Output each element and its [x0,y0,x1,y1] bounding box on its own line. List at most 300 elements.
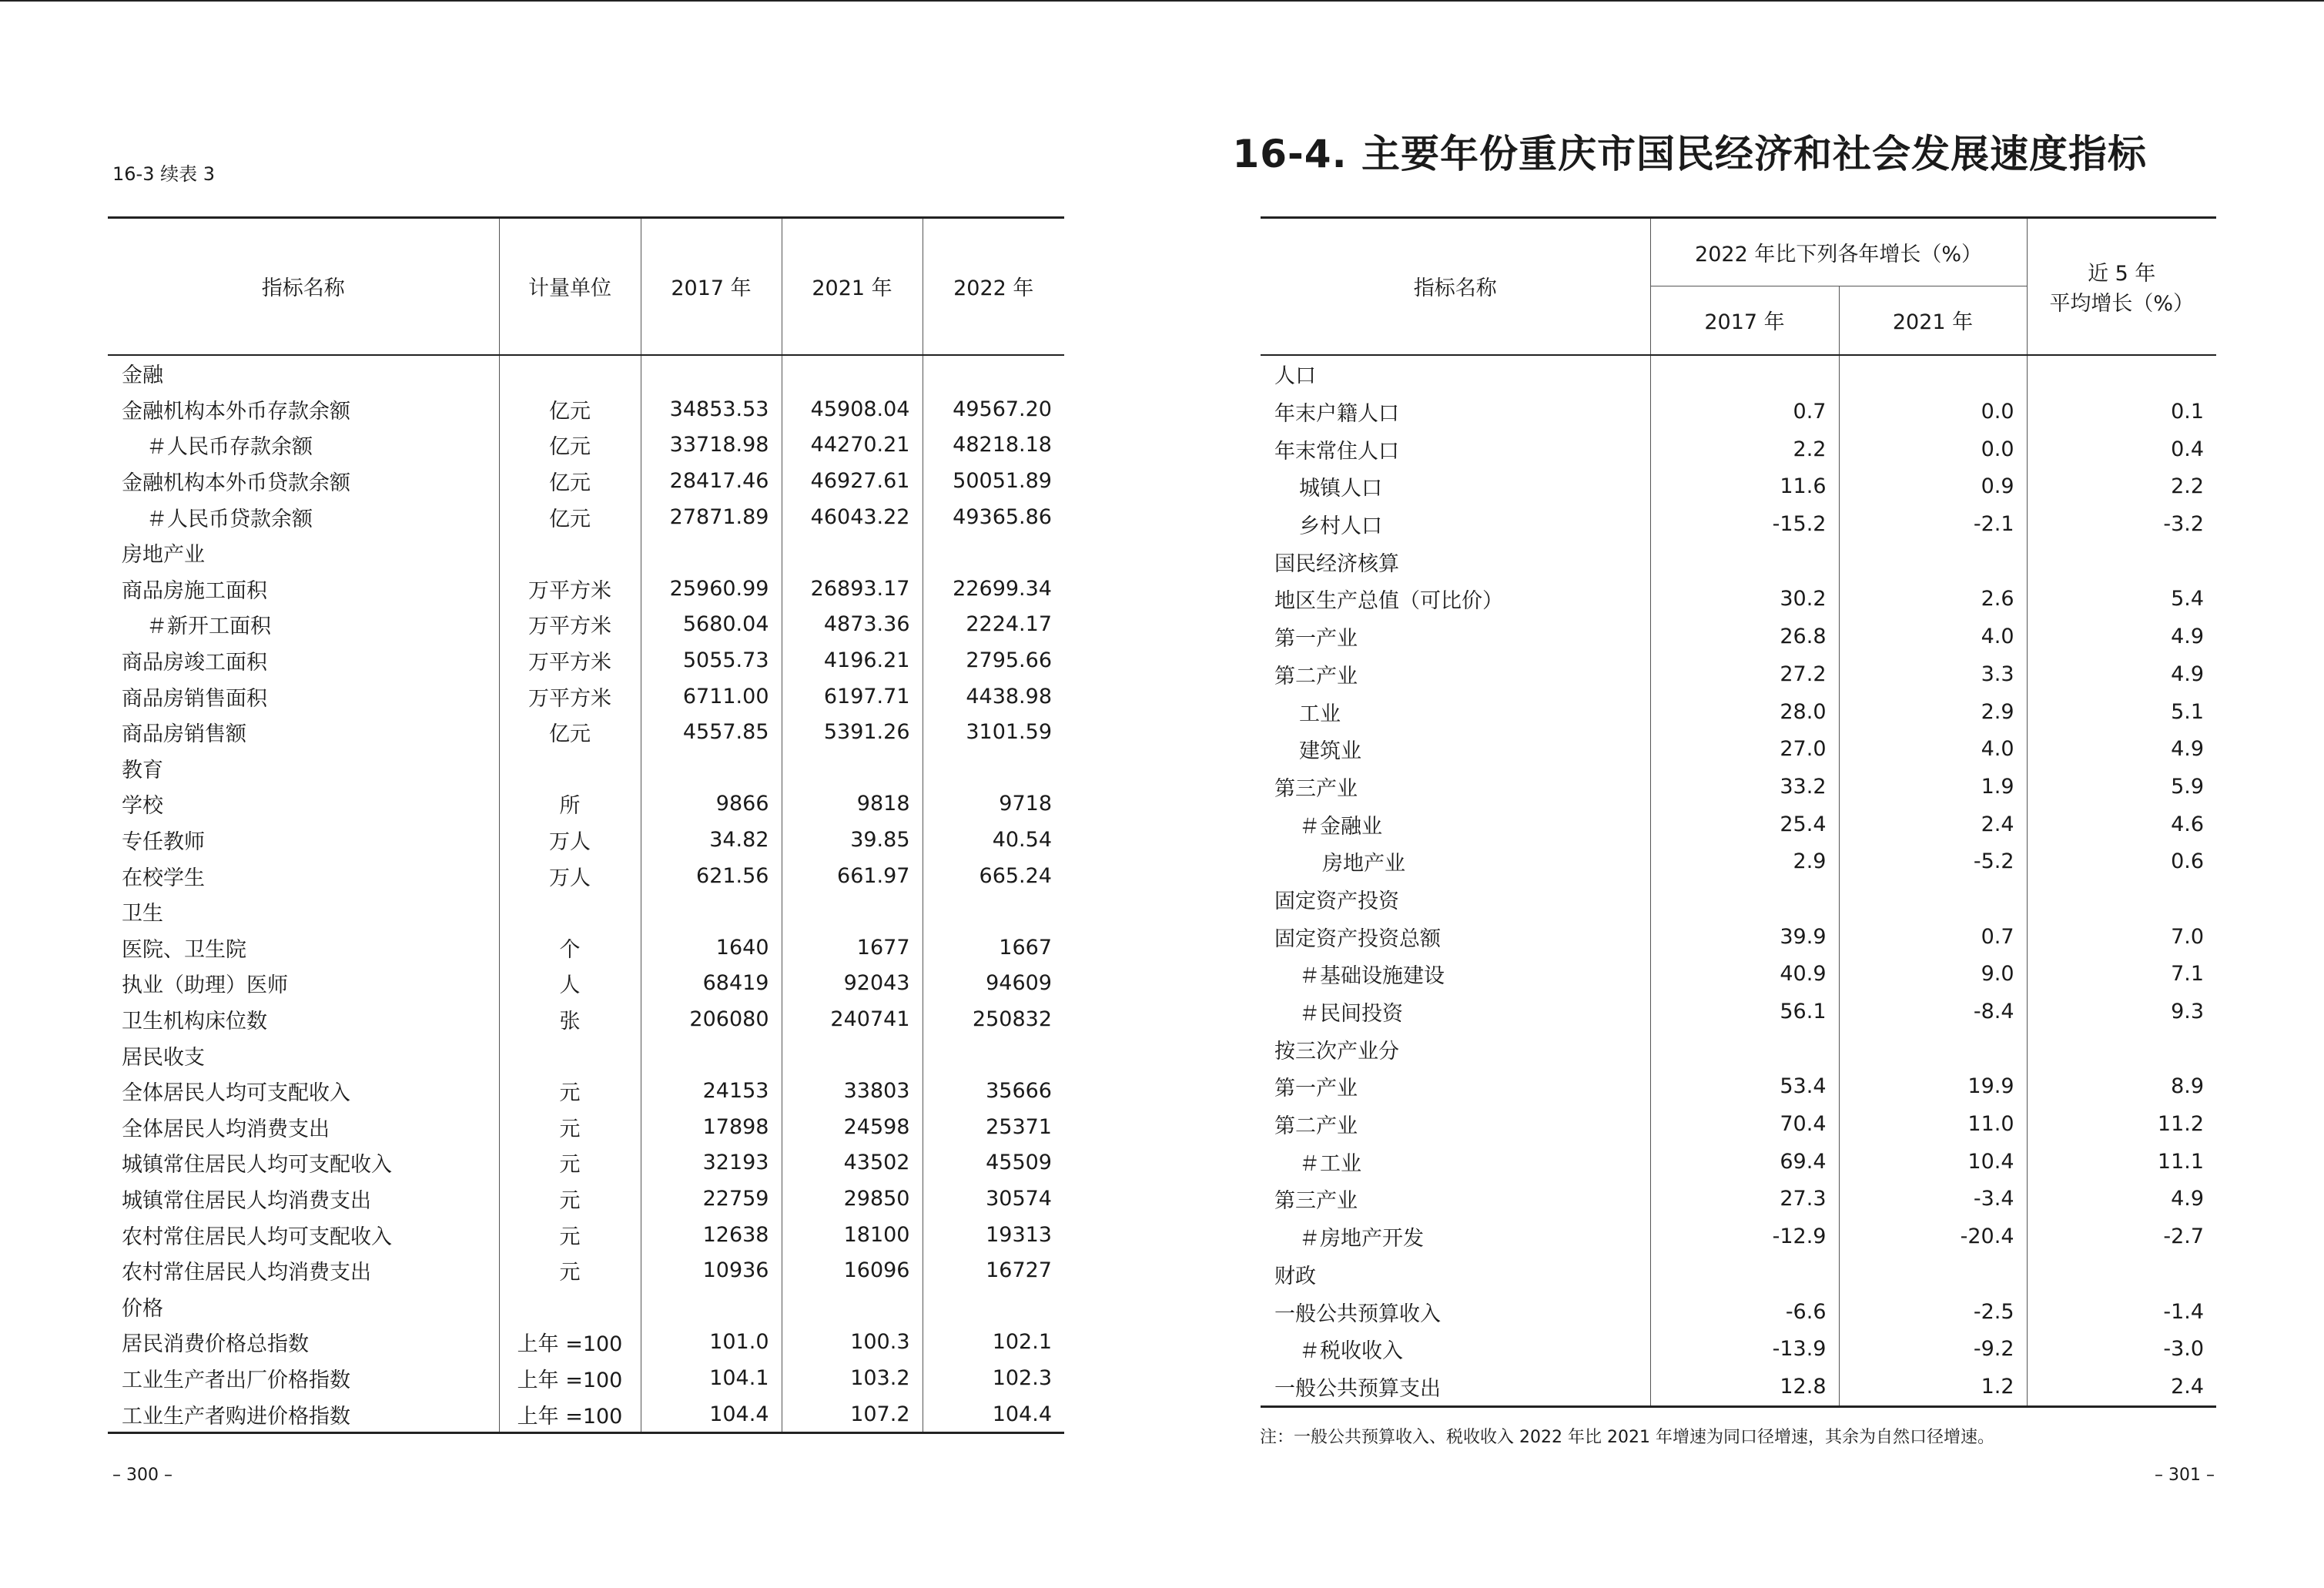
value-2021-cell: 39.85 [782,822,923,858]
value-2022-cell: 104.4 [923,1396,1064,1433]
table-row [108,858,1064,894]
growth-vs-2017-cell: 30.2 [1650,581,1839,618]
value-2022-cell: 35666 [923,1073,1064,1109]
table-row [108,1360,1064,1396]
table-row [1261,918,2216,956]
indicator-name-cell: 在校学生 [122,866,205,890]
growth-vs-2021-cell: 11.0 [1839,1105,2027,1143]
table-row [1261,505,2216,543]
table-row [108,1001,1064,1037]
unit-cell: 亿元 [499,391,641,427]
five-year-average-cell [2027,355,2216,394]
value-2017-cell [641,893,782,930]
indicator-name-cell: 商品房销售面积 [122,686,267,711]
page-top-rule [0,0,2324,2]
value-2017-cell: 68419 [641,966,782,1002]
value-2021-cell: 46927.61 [782,463,923,499]
unit-cell: 亿元 [499,714,641,750]
five-year-average-cell: 8.9 [2027,1068,2216,1106]
value-2017-cell [641,750,782,786]
growth-vs-2021-cell: -2.5 [1839,1293,2027,1331]
value-2022-cell [923,355,1064,392]
unit-cell [499,534,641,571]
unit-cell: 万平方米 [499,571,641,607]
indicator-name-cell: 第一产业 [1274,627,1358,652]
indicator-name-cell: 农村常住居民人均消费支出 [122,1261,371,1285]
growth-vs-2021-cell: 0.9 [1839,468,2027,506]
unit-cell: 元 [499,1217,641,1253]
value-2017-cell: 24153 [641,1073,782,1109]
five-year-average-cell: 7.0 [2027,918,2216,956]
value-2017-cell: 1640 [641,930,782,966]
growth-vs-2021-cell: 9.0 [1839,956,2027,993]
value-2017-cell: 9866 [641,786,782,822]
table-row [1261,1143,2216,1181]
table-row [108,642,1064,678]
five-year-average-cell: -1.4 [2027,1293,2216,1331]
five-year-average-cell: 4.9 [2027,1181,2216,1218]
five-year-average-cell: -2.7 [2027,1218,2216,1255]
growth-vs-2021-cell: 0.7 [1839,918,2027,956]
indicator-name-cell: 价格 [122,1296,163,1321]
value-2017-cell: 4557.85 [641,714,782,750]
indicator-name-cell: 建筑业 [1299,739,1361,764]
growth-vs-2021-cell: -20.4 [1839,1218,2027,1255]
header-year-2021: 2021 年 [1839,286,2027,355]
table-row [108,355,1064,392]
table-row [108,1073,1064,1109]
indicator-name-cell: 按三次产业分 [1274,1039,1399,1064]
five-year-average-cell: 0.4 [2027,431,2216,468]
table-row [1261,1105,2216,1143]
table-row [108,1325,1064,1361]
growth-vs-2021-cell: -3.4 [1839,1181,2027,1218]
table-row [108,678,1064,715]
indicator-name-cell: 房地产业 [1322,852,1405,876]
indicator-name-cell: 工业生产者购进价格指数 [108,1396,499,1433]
unit-cell [499,1288,641,1325]
table-row [108,1252,1064,1288]
indicator-name-cell: 乡村人口 [1299,514,1382,539]
value-2022-cell [923,893,1064,930]
growth-vs-2021-cell: 2.6 [1839,581,2027,618]
indicator-name-cell: ＃新开工面积 [146,615,271,639]
indicator-name-cell: 教育 [122,758,163,782]
indicator-name-cell: 工业生产者出厂价格指数 [122,1368,350,1392]
unit-cell: 亿元 [499,499,641,535]
growth-vs-2017-cell [1650,1255,1839,1293]
value-2017-cell: 10936 [641,1252,782,1288]
value-2022-cell: 9718 [923,786,1064,822]
value-2017-cell [641,1288,782,1325]
value-2021-cell: 240741 [782,1001,923,1037]
growth-vs-2017-cell: 69.4 [1650,1143,1839,1181]
five-year-average-cell: 0.1 [2027,393,2216,431]
growth-vs-2017-cell [1650,355,1839,394]
indicator-name-cell: 商品房竣工面积 [122,651,267,675]
unit-cell [499,1037,641,1074]
indicator-name-cell: 房地产业 [122,543,205,568]
table-row [1261,768,2216,806]
value-2021-cell [782,750,923,786]
growth-vs-2021-cell: -2.1 [1839,505,2027,543]
five-year-average-cell: 5.9 [2027,768,2216,806]
indicator-name-cell: 一般公共预算收入 [1274,1302,1441,1326]
table-row [1261,956,2216,993]
value-2022-cell: 49365.86 [923,499,1064,535]
value-2022-cell: 49567.20 [923,391,1064,427]
unit-cell: 张 [499,1001,641,1037]
value-2021-cell: 4873.36 [782,607,923,643]
table-row [108,1217,1064,1253]
value-2021-cell: 100.3 [782,1325,923,1361]
table-row [108,1037,1064,1074]
growth-vs-2017-cell: 40.9 [1650,956,1839,993]
growth-vs-2021-cell [1839,1030,2027,1068]
value-2017-cell [641,1037,782,1074]
growth-vs-2021-cell: 1.9 [1839,768,2027,806]
table-row [1261,693,2216,731]
page-number-right: – 301 – [2155,1466,2215,1485]
indicator-name-cell: 医院、卫生院 [122,937,246,962]
value-2022-cell: 665.24 [923,858,1064,894]
value-2021-cell: 24598 [782,1109,923,1145]
value-2017-cell [641,355,782,392]
table-row [1261,1368,2216,1406]
growth-vs-2017-cell: 0.7 [1650,393,1839,431]
indicator-name-cell: 金融机构本外币贷款余额 [122,471,350,496]
value-2017-cell: 6711.00 [641,678,782,715]
table-row [1261,730,2216,768]
value-2022-cell: 40.54 [923,822,1064,858]
five-year-average-cell: 4.9 [2027,618,2216,655]
five-year-average-cell [2027,1030,2216,1068]
indicator-name-cell: 金融 [122,363,163,388]
table-caption: 16-3 续表 3 [112,163,215,185]
growth-vs-2017-cell: 28.0 [1650,693,1839,731]
table-row [1261,355,2216,394]
table-row [1261,806,2216,843]
growth-vs-2021-cell [1839,355,2027,394]
value-2022-cell: 2224.17 [923,607,1064,643]
value-2022-cell: 19313 [923,1217,1064,1253]
table-row [1261,618,2216,655]
unit-cell: 元 [499,1109,641,1145]
indicator-name-cell: 国民经济核算 [1274,551,1399,576]
indicator-name-cell: 固定资产投资 [1274,889,1399,913]
value-2021-cell: 16096 [782,1252,923,1288]
table-row [1261,468,2216,506]
indicator-name-cell: 专任教师 [122,830,205,855]
value-2021-cell: 107.2 [782,1396,923,1433]
growth-vs-2017-cell: 12.8 [1650,1368,1839,1406]
header-indicator-name: 指标名称 [1261,218,1650,355]
table-row [1261,1218,2216,1255]
value-2017-cell: 5680.04 [641,607,782,643]
unit-cell: 万平方米 [499,678,641,715]
value-2021-cell: 45908.04 [782,391,923,427]
table-row [108,1145,1064,1181]
growth-vs-2021-cell: 4.0 [1839,730,2027,768]
value-2022-cell: 102.1 [923,1325,1064,1361]
five-year-average-cell: 7.1 [2027,956,2216,993]
value-2017-cell: 28417.46 [641,463,782,499]
table-row [1261,880,2216,918]
growth-vs-2017-cell: 33.2 [1650,768,1839,806]
value-2017-cell: 104.4 [641,1396,782,1433]
unit-cell: 元 [499,1181,641,1217]
value-2017-cell: 34.82 [641,822,782,858]
growth-vs-2021-cell: -8.4 [1839,993,2027,1030]
value-2021-cell: 33803 [782,1073,923,1109]
value-2021-cell: 43502 [782,1145,923,1181]
value-2021-cell: 103.2 [782,1360,923,1396]
table-row [1261,1068,2216,1106]
value-2021-cell: 29850 [782,1181,923,1217]
table-row [108,391,1064,427]
indicator-name-cell: 年末户籍人口 [1274,402,1399,427]
page-number-left: – 300 – [112,1466,172,1485]
value-2021-cell: 26893.17 [782,571,923,607]
indicator-name-cell: 居民消费价格总指数 [122,1332,309,1357]
unit-cell: 亿元 [499,463,641,499]
indicator-name-cell: 年末常住人口 [1274,439,1399,464]
value-2017-cell: 22759 [641,1181,782,1217]
value-2017-cell [641,534,782,571]
value-2021-cell: 1677 [782,930,923,966]
header-unit: 计量单位 [499,218,641,355]
growth-vs-2017-cell: 2.2 [1650,431,1839,468]
value-2022-cell [923,534,1064,571]
indicator-name-cell: 第三产业 [1274,776,1358,801]
value-2022-cell: 4438.98 [923,678,1064,715]
value-2021-cell [782,1288,923,1325]
value-2021-cell: 46043.22 [782,499,923,535]
indicator-name-cell: 卫生机构床位数 [122,1009,267,1034]
value-2022-cell: 22699.34 [923,571,1064,607]
unit-cell: 所 [499,786,641,822]
five-year-average-cell: 0.6 [2027,843,2216,880]
table-row [1261,543,2216,581]
indicator-name-cell: 执业（助理）医师 [122,973,288,998]
indicator-name-cell: 农村常住居民人均可支配收入 [122,1225,392,1249]
value-2022-cell [923,1037,1064,1074]
value-2022-cell: 50051.89 [923,463,1064,499]
footnote: 注：一般公共预算收入、税收收入 2022 年比 2021 年增速为同口径增速，其余为自然口径增速。 [1260,1428,1994,1447]
table-row [1261,1181,2216,1218]
table-row [1261,1255,2216,1293]
header-year-2017: 2017 年 [1650,286,1839,355]
growth-vs-2017-cell: 27.3 [1650,1181,1839,1218]
header-year-2017: 2017 年 [641,218,782,355]
unit-cell: 上年 =100 [499,1396,641,1433]
five-year-average-cell: 11.1 [2027,1143,2216,1181]
indicator-name-cell: 城镇常住居民人均可支配收入 [122,1153,392,1178]
unit-cell: 亿元 [499,427,641,464]
table-row [1261,431,2216,468]
indicator-name-cell: 城镇常住居民人均消费支出 [122,1188,371,1213]
unit-cell: 万平方米 [499,642,641,678]
unit-cell: 万平方米 [499,607,641,643]
growth-vs-2021-cell: 1.2 [1839,1368,2027,1406]
table-row [108,750,1064,786]
growth-vs-2021-cell [1839,880,2027,918]
table-row [1261,843,2216,880]
indicator-name-cell: ＃工业 [1299,1151,1361,1176]
indicator-name-cell: 商品房施工面积 [122,578,267,603]
growth-vs-2017-cell: 11.6 [1650,468,1839,506]
table-row [108,463,1064,499]
right-growth-table [1261,216,2216,1408]
value-2017-cell: 32193 [641,1145,782,1181]
five-year-average-cell: 4.9 [2027,730,2216,768]
unit-cell: 上年 =100 [499,1360,641,1396]
value-2022-cell: 45509 [923,1145,1064,1181]
growth-vs-2021-cell: -9.2 [1839,1330,2027,1368]
value-2022-cell: 16727 [923,1252,1064,1288]
value-2022-cell: 48218.18 [923,427,1064,464]
value-2017-cell: 101.0 [641,1325,782,1361]
value-2017-cell: 12638 [641,1217,782,1253]
unit-cell: 元 [499,1252,641,1288]
indicator-name-cell: 第二产业 [1274,664,1358,688]
indicator-name-cell: 居民收支 [122,1045,205,1070]
table-row [108,1181,1064,1217]
value-2022-cell: 94609 [923,966,1064,1002]
indicator-name-cell: 城镇人口 [1299,477,1382,501]
value-2022-cell [923,1288,1064,1325]
value-2022-cell: 25371 [923,1109,1064,1145]
table-row [108,893,1064,930]
five-year-average-cell [2027,1255,2216,1293]
table-row [108,1396,1064,1433]
value-2017-cell: 27871.89 [641,499,782,535]
table-row [108,1288,1064,1325]
five-year-average-cell [2027,543,2216,581]
value-2021-cell: 92043 [782,966,923,1002]
growth-vs-2017-cell: 2.9 [1650,843,1839,880]
growth-vs-2021-cell: 0.0 [1839,431,2027,468]
header-indicator-name: 指标名称 [108,218,499,355]
indicator-name-cell: 人口 [1274,364,1316,389]
indicator-name-cell: ＃民间投资 [1299,1002,1403,1027]
growth-vs-2021-cell: 4.0 [1839,618,2027,655]
growth-vs-2021-cell: 3.3 [1839,655,2027,693]
five-year-average-cell: -3.2 [2027,505,2216,543]
indicator-name-cell: 全体居民人均消费支出 [122,1117,330,1141]
five-year-average-cell: 4.6 [2027,806,2216,843]
growth-vs-2017-cell [1650,543,1839,581]
value-2022-cell: 1667 [923,930,1064,966]
left-statistics-table [108,216,1064,1434]
value-2021-cell: 5391.26 [782,714,923,750]
value-2017-cell: 33718.98 [641,427,782,464]
table-row [108,607,1064,643]
value-2021-cell [782,355,923,392]
indicator-name-cell: 第二产业 [1274,1114,1358,1139]
table-row [1261,581,2216,618]
value-2021-cell: 661.97 [782,858,923,894]
header-growth-group: 2022 年比下列各年增长（%） [1650,218,2027,286]
indicator-name-cell: 固定资产投资总额 [1274,926,1441,951]
growth-vs-2017-cell: 27.2 [1650,655,1839,693]
table-row [108,571,1064,607]
growth-vs-2021-cell: 0.0 [1839,393,2027,431]
value-2022-cell: 250832 [923,1001,1064,1037]
growth-vs-2017-cell: -15.2 [1650,505,1839,543]
indicator-name-cell: 金融机构本外币存款余额 [122,399,350,424]
unit-cell: 万人 [499,822,641,858]
unit-cell: 个 [499,930,641,966]
indicator-name-cell: 商品房销售额 [122,722,246,747]
growth-vs-2017-cell: 70.4 [1650,1105,1839,1143]
value-2021-cell: 9818 [782,786,923,822]
table-row [108,1109,1064,1145]
growth-vs-2017-cell: 25.4 [1650,806,1839,843]
unit-cell [499,355,641,392]
value-2021-cell [782,893,923,930]
value-2022-cell: 102.3 [923,1360,1064,1396]
growth-vs-2017-cell [1650,880,1839,918]
header-five-year-line1: 近 5 年 [2088,261,2156,286]
unit-cell [499,750,641,786]
growth-vs-2021-cell [1839,543,2027,581]
five-year-average-cell: 2.2 [2027,468,2216,506]
indicator-name-cell: 全体居民人均可支配收入 [122,1081,350,1106]
unit-cell: 人 [499,966,641,1002]
value-2017-cell: 17898 [641,1109,782,1145]
growth-vs-2021-cell: 19.9 [1839,1068,2027,1106]
table-row [108,499,1064,535]
growth-vs-2017-cell: 56.1 [1650,993,1839,1030]
value-2021-cell: 18100 [782,1217,923,1253]
unit-cell [499,893,641,930]
five-year-average-cell: -3.0 [2027,1330,2216,1368]
value-2021-cell: 44270.21 [782,427,923,464]
five-year-average-cell: 5.4 [2027,581,2216,618]
value-2017-cell: 206080 [641,1001,782,1037]
table-row [1261,655,2216,693]
value-2021-cell [782,1037,923,1074]
five-year-average-cell: 9.3 [2027,993,2216,1030]
value-2017-cell: 104.1 [641,1360,782,1396]
header-five-year-average [2027,218,2216,355]
value-2017-cell: 25960.99 [641,571,782,607]
value-2022-cell: 30574 [923,1181,1064,1217]
table-row [108,822,1064,858]
indicator-name-cell: ＃金融业 [1299,814,1382,839]
value-2021-cell [782,534,923,571]
page-title: 16-4. 主要年份重庆市国民经济和社会发展速度指标 [1232,132,2147,176]
table-row [108,427,1064,464]
table-row [108,930,1064,966]
value-2021-cell: 6197.71 [782,678,923,715]
table-row [108,714,1064,750]
indicator-name-cell: ＃基础设施建设 [1299,964,1445,989]
growth-vs-2017-cell: 27.0 [1650,730,1839,768]
five-year-average-cell: 4.9 [2027,655,2216,693]
table-row [108,966,1064,1002]
growth-vs-2021-cell: 10.4 [1839,1143,2027,1181]
header-five-year-line2: 平均增长（%） [2049,291,2195,316]
growth-vs-2017-cell: -12.9 [1650,1218,1839,1255]
indicator-name-cell: ＃人民币贷款余额 [146,507,313,531]
five-year-average-cell: 11.2 [2027,1105,2216,1143]
indicator-name-cell: 工业 [1299,702,1341,726]
unit-cell: 万人 [499,858,641,894]
value-2017-cell: 621.56 [641,858,782,894]
header-year-2022: 2022 年 [923,218,1064,355]
